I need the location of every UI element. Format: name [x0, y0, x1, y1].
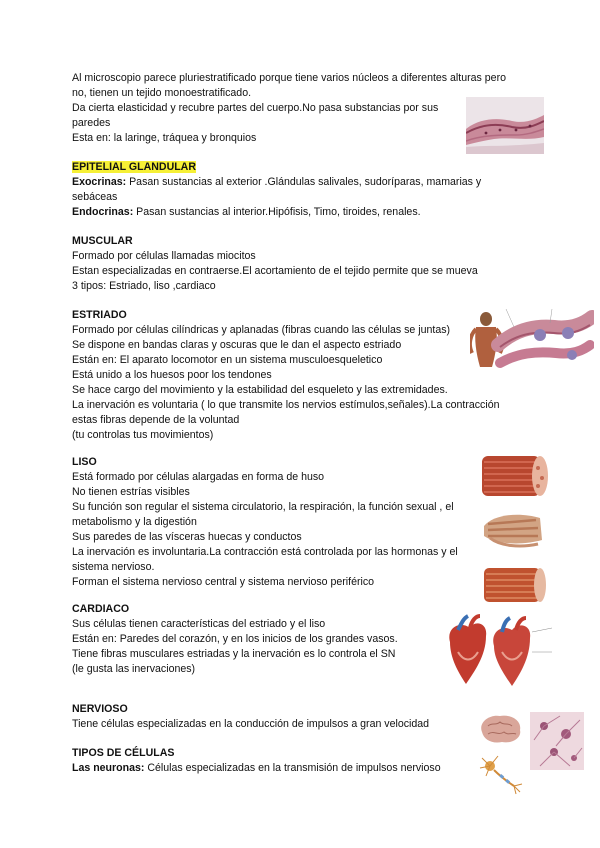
smooth-muscle-illustration-2	[480, 506, 560, 552]
glandular-title: EPITELIAL GLANDULAR	[72, 161, 196, 173]
neuronas-line	[72, 761, 441, 776]
nervioso-line-1: Tiene células especializadas en la conducción de impulsos a gran velocidad	[72, 718, 430, 730]
endocrinas-line	[72, 205, 421, 220]
liso-line-3: Su función son regular el sistema circulatorio, la respiración, la función sexual , el	[72, 501, 454, 513]
estriado-line-8: (tu controlas tus movimientos)	[72, 429, 214, 441]
estriado-line-7: estas fibras depende de la voluntad	[72, 414, 240, 426]
cardiaco-title: CARDIACO	[72, 603, 130, 615]
endocrinas-label: Endocrinas:	[72, 206, 134, 218]
muscular-title: MUSCULAR	[72, 235, 133, 247]
estriado-line-4: Está unido a los huesos poor los tendones	[72, 369, 272, 381]
glandular-heading	[72, 160, 196, 175]
liso-line-4: metabolismo y la digestión	[72, 516, 197, 528]
intro-line-5: Esta en: la laringe, tráquea y bronquios	[72, 132, 257, 144]
tipos-title: TIPOS DE CÉLULAS	[72, 747, 175, 759]
heart-illustration	[440, 612, 560, 696]
epithelium-micrograph	[466, 97, 544, 154]
muscular-line-3: 3 tipos: Estriado, liso ,cardiaco	[72, 280, 216, 292]
muscular-line-1: Formado por células llamadas miocitos	[72, 250, 256, 262]
exocrinas-text: Pasan sustancias al exterior .Glándulas salivales, sudoríparas, mamarias y	[126, 176, 482, 188]
liso-line-2: No tienen estrías visibles	[72, 486, 190, 498]
brain-illustration	[476, 712, 526, 746]
liso-line-7: sistema nervioso.	[72, 561, 155, 573]
neuronas-label: Las neuronas:	[72, 762, 145, 774]
intro-line-3: Da cierta elasticidad y recubre partes del cuerpo.No pasa substancias por sus	[72, 102, 439, 114]
cardiaco-line-4: (le gusta las inervaciones)	[72, 663, 196, 675]
estriado-line-5: Se hace cargo del movimiento y la estabilidad del esqueleto y las extremidades.	[72, 384, 448, 396]
cardiaco-line-3: Tiene fibras musculares estriadas y la inervación es lo controla el SN	[72, 648, 396, 660]
nervioso-title: NERVIOSO	[72, 703, 128, 715]
muscular-line-2: Estan especializadas en contraerse.El acortamiento de el tejido permite que se mueva	[72, 265, 478, 277]
neuron-micrograph	[530, 712, 584, 770]
neuronas-text: Células especializadas en la transmisión de impulsos nervioso	[144, 762, 441, 774]
estriado-line-3: Están en: El aparato locomotor en un sistema musculoesqueletico	[72, 354, 383, 366]
estriado-title: ESTRIADO	[72, 309, 127, 321]
estriado-line-2: Se dispone en bandas claras y oscuras que le dan el aspecto estriado	[72, 339, 402, 351]
neuron-diagram	[478, 752, 530, 800]
intro-line-2: no, tienen un tejido monoestratificado.	[72, 87, 252, 99]
intro-line-4: paredes	[72, 117, 111, 129]
liso-line-6: La inervación es involuntaria.La contracción está controlada por las hormonas y el	[72, 546, 458, 558]
estriado-line-1: Formado por células cilíndricas y aplanadas (fibras cuando las células se juntas)	[72, 324, 451, 336]
cardiaco-line-1: Sus células tienen características del estriado y el liso	[72, 618, 326, 630]
endocrinas-text: Pasan sustancias al interior.Hipófisis, Timo, tiroides, renales.	[133, 206, 421, 218]
liso-line-8: Forman el sistema nervioso central y sistema nervioso periférico	[72, 576, 375, 588]
cardiaco-line-2: Están en: Paredes del corazón, y en los inicios de los grandes vasos.	[72, 633, 398, 645]
smooth-muscle-illustration-3	[480, 562, 560, 606]
liso-line-5: Sus paredes de las vísceras huecas y conductos	[72, 531, 302, 543]
liso-line-1: Está formado por células alargadas en forma de huso	[72, 471, 325, 483]
exocrinas-line	[72, 175, 481, 190]
smooth-muscle-illustration-1	[480, 448, 560, 500]
striated-muscle-illustration	[470, 305, 594, 379]
liso-title: LISO	[72, 456, 97, 468]
exocrinas-cont: sebáceas	[72, 191, 118, 203]
estriado-line-6: La inervación es voluntaria ( lo que transmite los nervios estímulos,señales).La contracción	[72, 399, 500, 411]
exocrinas-label: Exocrinas:	[72, 176, 127, 188]
intro-line-1: Al microscopio parece pluriestratificado porque tiene varios núcleos a diferentes alturas pero	[72, 72, 506, 84]
